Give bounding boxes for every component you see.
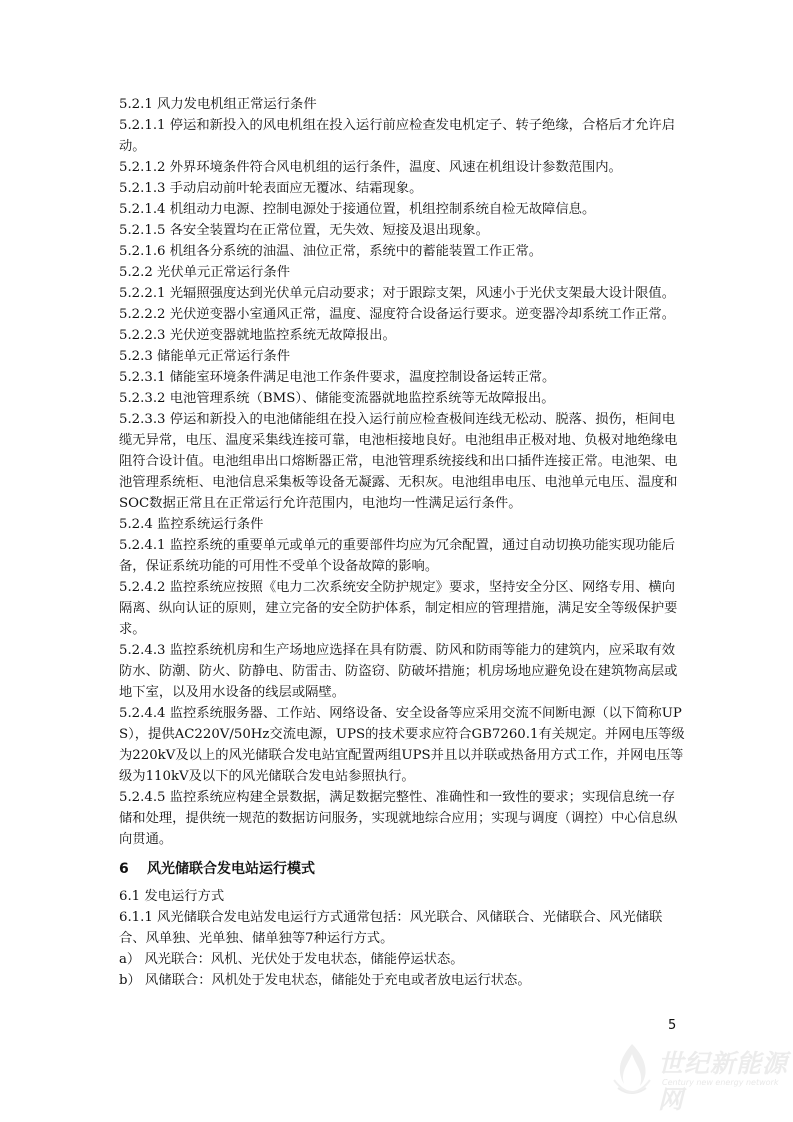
paragraph: 5.2.1.3 手动启动前叶轮表面应无覆冰、结霜现象。	[119, 181, 423, 196]
paragraph: 5.2.2.1 光辐照强度达到光伏单元启动要求；对于跟踪支架，风速小于光伏支架最大设计限值。	[119, 286, 676, 301]
section-heading	[119, 858, 685, 880]
paragraph: 5.2.1.4 机组动力电源、控制电源处于接通位置，机组控制系统自检无故障信息。	[119, 202, 596, 217]
paragraph: 6.1.1 风光储联合发电站发电运行方式通常包括：风光联合、风储联合、光储联合、风光储联合、风单独、光单独、储单独等7种运行方式。	[119, 910, 663, 946]
watermark-logo-icon	[610, 1040, 654, 1100]
paragraph: 5.2.1.6 机组各分系统的油温、油位正常，系统中的蓄能装置工作正常。	[119, 244, 543, 259]
paragraph: 5.2.4.1 监控系统的重要单元或单元的重要部件均应为冗余配置，通过自动切换功能实现功能后备，保证系统功能的可用性不受单个设备故障的影响。	[119, 538, 676, 574]
paragraph: 5.2.2.2 光伏逆变器小室通风正常，温度、湿度符合设备运行要求。逆变器冷却系统工作正常。	[119, 307, 676, 322]
paragraph: 5.2.3.1 储能室环境条件满足电池工作条件要求，温度控制设备运转正常。	[119, 370, 556, 385]
paragraph: 5.2.3.2 电池管理系统（BMS）、储能变流器就地监控系统等无故障报出。	[119, 391, 555, 406]
paragraph: 5.2.4.5 监控系统应构建全景数据，满足数据完整性、准确性和一致性的要求；实现信息统一存储和处理，提供统一规范的数据访问服务，实现就地综合应用；实现与调度（调控）中心信息纵向贯通。	[119, 790, 678, 847]
list-item: a） 风光联合：风机、光伏处于发电状态，储能停运状态。	[119, 952, 464, 967]
page-number: 5	[668, 1018, 677, 1033]
paragraph: 5.2.4.4 监控系统服务器、工作站、网络设备、安全设备等应采用交流不间断电源（以下简称UPS），提供AC220V/50Hz交流电源，UPS的技术要求应符合GB7260.1有关规定。并网电压等级为220kV及以上的风光储联合发电站宜配置两组UPS并且以并联或热备用方式工作，并网电压等级为110kV及以下的风光储联合发电站参照执行。	[119, 706, 685, 784]
paragraph: 5.2.3.3 停运和新投入的电池储能组在投入运行前应检查极间连线无松动、脱落、损伤，柜间电缆无异常，电压、温度采集线连接可靠，电池柜接地良好。电池组串正极对地、负极对地绝缘电阻符合设计值。电池组串出口熔断器正常，电池管理系统接线和出口插件连接正常。电池架、电池管理系统柜、电池信息采集板等设备无凝露、无积灰。电池组串电压、电池单元电压、温度和SOC数据正常且在正常运行允许范围内，电池均一性满足运行条件。	[119, 412, 678, 511]
document-body	[119, 94, 685, 991]
paragraph: 5.2.2 光伏单元正常运行条件	[119, 265, 291, 280]
watermark-subtext: Century new energy network	[662, 1078, 779, 1087]
paragraph: 5.2.4 监控系统运行条件	[119, 517, 264, 532]
watermark	[610, 1040, 790, 1114]
paragraph: 5.2.1.2 外界环境条件符合风电机组的运行条件，温度、风速在机组设计参数范围内。	[119, 160, 622, 175]
watermark-text: 世纪新能源网	[658, 1049, 789, 1114]
paragraph: 5.2.3 储能单元正常运行条件	[119, 349, 291, 364]
paragraph: 5.2.1.5 各安全装置均在正常位置，无失效、短接及退出现象。	[119, 223, 489, 238]
paragraph: 5.2.2.3 光伏逆变器就地监控系统无故障报出。	[119, 328, 396, 343]
paragraph: 5.2.1 风力发电机组正常运行条件	[119, 97, 317, 112]
section-number: 6	[119, 861, 129, 877]
list-item: b） 风储联合：风机处于发电状态，储能处于充电或者放电运行状态。	[119, 973, 531, 988]
paragraph: 5.2.4.3 监控系统机房和生产场地应选择在具有防震、防风和防雨等能力的建筑内，应采取有效防水、防潮、防火、防静电、防雷击、防盗窃、防破坏措施；机房场地应避免设在建筑物高层或地下室，以及用水设备的线层或隔壁。	[119, 643, 678, 700]
paragraph: 5.2.1.1 停运和新投入的风电机组在投入运行前应检查发电机定子、转子绝缘，合格后才允许启动。	[119, 118, 676, 154]
section-title: 风光储联合发电站运行模式	[147, 861, 315, 877]
paragraph: 5.2.4.2 监控系统应按照《电力二次系统安全防护规定》要求，坚持安全分区、网络专用、横向隔离、纵向认证的原则，建立完备的安全防护体系，制定相应的管理措施，满足安全等级保护要求。	[119, 580, 678, 637]
subsection-heading: 6.1 发电运行方式	[119, 889, 225, 904]
